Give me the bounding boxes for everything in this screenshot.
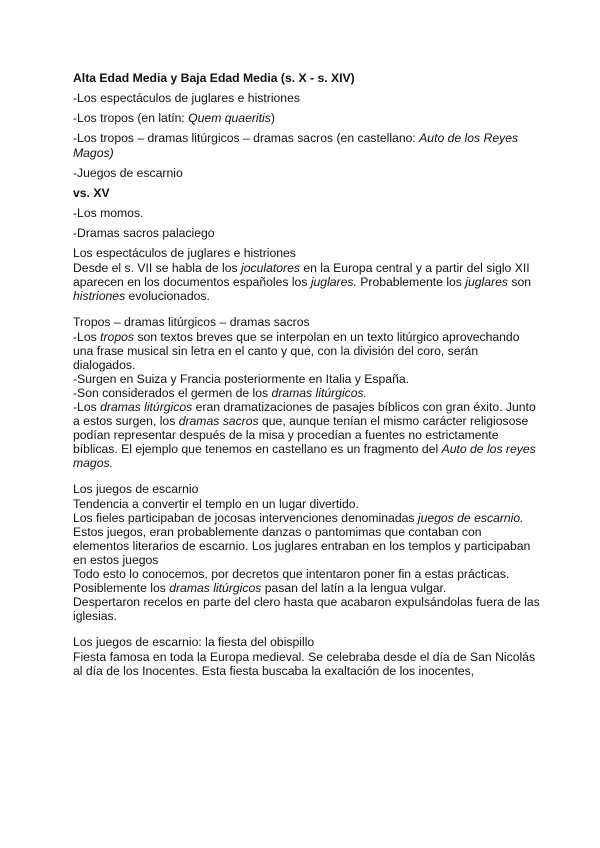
paragraph-tropos-definicion bbox=[73, 330, 540, 372]
italic-run: tropos bbox=[100, 330, 134, 344]
paragraph-obispillo: Fiesta famosa en toda la Europa medieval. Se celebraba desde el día de San Nicolás al día de los Inocentes. Esta fiesta buscaba la exaltación de los inocentes, bbox=[73, 650, 536, 678]
section-title-obispillo: Los juegos de escarnio: la fiesta del obispillo bbox=[73, 635, 315, 649]
text-run: pasan del latín a la lengua vulgar. bbox=[261, 581, 447, 595]
paragraph-escarnio-tendencia: Tendencia a convertir el templo en un lugar divertido. bbox=[73, 497, 359, 511]
list-item-juegos-escarnio: -Juegos de escarnio bbox=[73, 166, 183, 180]
text-run: en la Europa central y a partir del siglo XII aparecen en los documentos españoles los bbox=[73, 261, 530, 289]
italic-run: dramas litúrgicos bbox=[100, 400, 193, 414]
paragraph-tropos-germen bbox=[73, 386, 540, 400]
text-run: son bbox=[507, 275, 532, 289]
section-title-juglares: Los espectáculos de juglares e histriones bbox=[73, 246, 296, 260]
paragraph-escarnio-decretos bbox=[73, 567, 540, 595]
text-run: son textos breves que se interpolan en un texto litúrgico aprovechando una frase musical sin letra en el canto y que, con la división del coro, serán dialogados. bbox=[73, 330, 520, 372]
text-run: Todo esto lo conocemos, por decretos que intentaron poner fin a estas prácticas. Posiblemente los bbox=[73, 567, 510, 595]
paragraph-tropos-origen: -Surgen en Suiza y Francia posteriormente en Italia y España. bbox=[73, 372, 410, 386]
text-run: -Los bbox=[73, 330, 101, 344]
paragraph-juglares bbox=[73, 261, 540, 303]
italic-run: dramas sacros bbox=[178, 414, 259, 428]
paragraph-escarnio-recelos: Despertaron recelos en parte del clero hasta que acabaron expulsándolas fuera de las iglesias. bbox=[73, 595, 540, 623]
list-item-tropos-latin bbox=[73, 111, 540, 126]
heading-siglo-xv: vs. XV bbox=[73, 186, 110, 200]
text-run: evolucionados. bbox=[125, 289, 210, 303]
section-title-tropos: Tropos – dramas litúrgicos – dramas sacros bbox=[73, 315, 310, 329]
paragraph-dramas-liturgicos bbox=[73, 400, 540, 470]
italic-run: dramas litúrgicos. bbox=[271, 386, 368, 400]
text-run: que, aunque tenían el mismo carácter religiosose podían representar después de la misa y procedían a fuentes no estrictamente bíblicas. El ejemplo que tenemos en castellano es un fragmento del bbox=[73, 414, 529, 456]
text-run: Desde el s. VII se habla de los bbox=[73, 261, 242, 275]
italic-run: juegos de escarnio. bbox=[417, 511, 524, 525]
heading-alta-baja-edad-media: Alta Edad Media y Baja Edad Media (s. X - s. XIV) bbox=[73, 71, 355, 85]
italic-run: juglares bbox=[465, 275, 508, 289]
list-item-momos: -Los momos. bbox=[73, 206, 144, 220]
list-item-tropos-dramas bbox=[73, 131, 540, 161]
list-item-juglares: -Los espectáculos de juglares e histriones bbox=[73, 91, 300, 105]
italic-run: Auto de los reyes magos. bbox=[73, 442, 536, 470]
text-run: -Los tropos (en latín: bbox=[73, 111, 189, 125]
text-run: Probablemente los bbox=[356, 275, 466, 289]
italic-run: Auto de los Reyes Magos) bbox=[73, 131, 519, 160]
section-title-escarnio: Los juegos de escarnio bbox=[73, 482, 199, 496]
text-run: -Los tropos – dramas litúrgicos – dramas sacros (en castellano: bbox=[73, 131, 420, 145]
text-run: -Los bbox=[73, 400, 101, 414]
text-run: Los fieles participaban de jocosas intervenciones denominadas bbox=[73, 511, 418, 525]
list-item-dramas-palaciego: -Dramas sacros palaciego bbox=[73, 226, 215, 240]
text-run: eran dramatizaciones de pasajes bíblicos con gran éxito. Junto a estos surgen, los bbox=[73, 400, 536, 428]
paragraph-escarnio-fieles bbox=[73, 511, 540, 525]
italic-run: joculatores bbox=[241, 261, 300, 275]
paragraph-escarnio-danzas: Estos juegos, eran probablemente danzas o pantomimas que contaban con elementos literarios de escarnio. Los juglares entraban en los templos y participaban en estos juegos bbox=[73, 525, 531, 567]
italic-run: histriones bbox=[73, 289, 126, 303]
text-run: -Son considerados el germen de los bbox=[73, 386, 272, 400]
italic-run: dramas litúrgicos bbox=[169, 581, 262, 595]
italic-run: juglares. bbox=[310, 275, 357, 289]
text-run: ) bbox=[270, 111, 275, 125]
italic-run: Quem quaeritis bbox=[188, 111, 271, 125]
